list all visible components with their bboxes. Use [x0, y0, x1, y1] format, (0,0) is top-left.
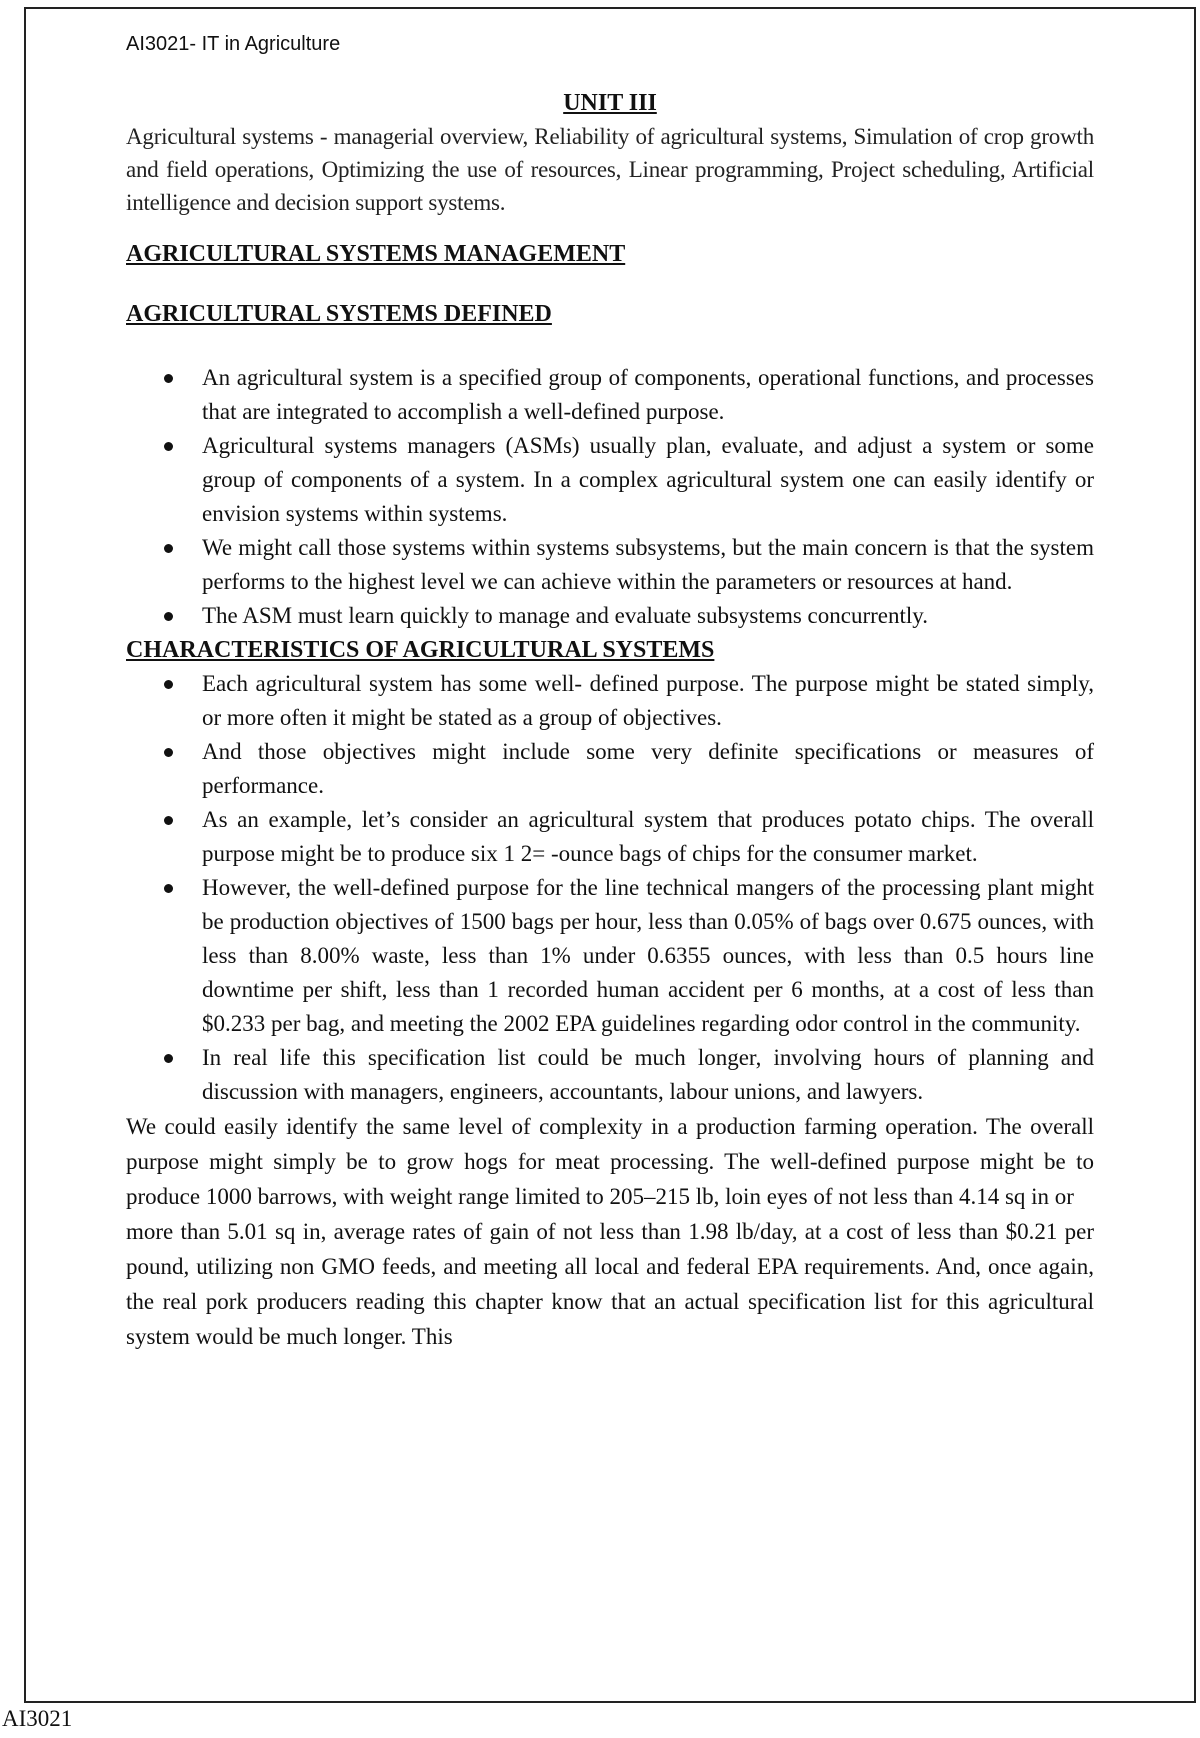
page-content [126, 88, 1094, 1354]
heading-characteristics: CHARACTERISTICS OF AGRICULTURAL SYSTEMS [126, 637, 715, 663]
list-item [126, 871, 1094, 1041]
list-item [126, 429, 1094, 531]
unit-title: UNIT III [563, 90, 657, 116]
list-item [126, 667, 1094, 735]
bullet-icon [164, 544, 173, 553]
body-paragraph: We could easily identify the same level of complexity in a production farming operation. The overall purpose might simply be to grow hogs for meat processing. The well-defined purpose might be to produce 1000 barrows, with weight range limited to 205–215 lb, loin eyes of not less than 4.14 sq in or [126, 1114, 1094, 1209]
heading-systems-management: AGRICULTURAL SYSTEMS MANAGEMENT [126, 241, 626, 267]
footer-course-code: AI3021 [2, 1706, 73, 1731]
bullet-icon [164, 816, 173, 825]
bullet-icon [164, 680, 173, 689]
list-item-text: However, the well-defined purpose for the line technical mangers of the processing plant might be production objectives of 1500 bags per hour, less than 0.05% of bags over 0.675 ounces, with less than 8.00% waste, less than 1% under 0.6355 ounces, with less than 0.5 hours line downtime per shift, less than 1 recorded human accident per 6 months, at a cost of less than $0.233 per bag, and meeting the 2002 EPA guidelines regarding odor control in the community. [202, 875, 1094, 1036]
list-item-text: Each agricultural system has some well- defined purpose. The purpose might be stated simply, or more often it might be stated as a group of objectives. [202, 671, 1094, 730]
list-item [126, 803, 1094, 871]
list-item-text: Agricultural systems managers (ASMs) usually plan, evaluate, and adjust a system or some group of components of a system. In a complex agricultural system one can easily identify or envision systems within systems. [202, 433, 1094, 526]
characteristics-bullet-list [126, 667, 1094, 1109]
list-item-text: And those objectives might include some very definite specifications or measures of performance. [202, 739, 1094, 798]
bullet-icon [164, 612, 173, 621]
heading-systems-defined: AGRICULTURAL SYSTEMS DEFINED [126, 301, 552, 327]
course-header: AI3021- IT in Agriculture [126, 33, 341, 55]
list-item-text: As an example, let’s consider an agricultural system that produces potato chips. The overall purpose might be to produce six 1 2= -ounce bags of chips for the consumer market. [202, 807, 1094, 866]
list-item [126, 735, 1094, 803]
bullet-icon [164, 1054, 173, 1063]
list-item [126, 361, 1094, 429]
list-item [126, 599, 1094, 633]
list-item-text: We might call those systems within systems subsystems, but the main concern is that the system performs to the highest level we can achieve within the parameters or resources at hand. [202, 535, 1094, 594]
unit-syllabus: Agricultural systems - managerial overview, Reliability of agricultural systems, Simulation of crop growth and field operations, Optimizing the use of resources, Linear programming, Project scheduling, Artificial intelligence and decision support systems. [126, 124, 1094, 215]
bullet-icon [164, 442, 173, 451]
bullet-icon [164, 748, 173, 757]
defined-bullet-list [126, 361, 1094, 633]
list-item-text: The ASM must learn quickly to manage and evaluate subsystems concurrently. [202, 603, 929, 628]
bullet-icon [164, 884, 173, 893]
list-item [126, 531, 1094, 599]
list-item-text: An agricultural system is a specified group of components, operational functions, and processes that are integrated to accomplish a well-defined purpose. [202, 365, 1094, 424]
bullet-icon [164, 374, 173, 383]
list-item-text: In real life this specification list could be much longer, involving hours of planning and discussion with managers, engineers, accountants, labour unions, and lawyers. [202, 1045, 1094, 1104]
body-paragraph: more than 5.01 sq in, average rates of gain of not less than 1.98 lb/day, at a cost of less than $0.21 per pound, utilizing non GMO feeds, and meeting all local and federal EPA requirements. And, once again, the real pork producers reading this chapter know that an actual specification list for this agricultural system would be much longer. This [126, 1219, 1094, 1349]
list-item [126, 1041, 1094, 1109]
